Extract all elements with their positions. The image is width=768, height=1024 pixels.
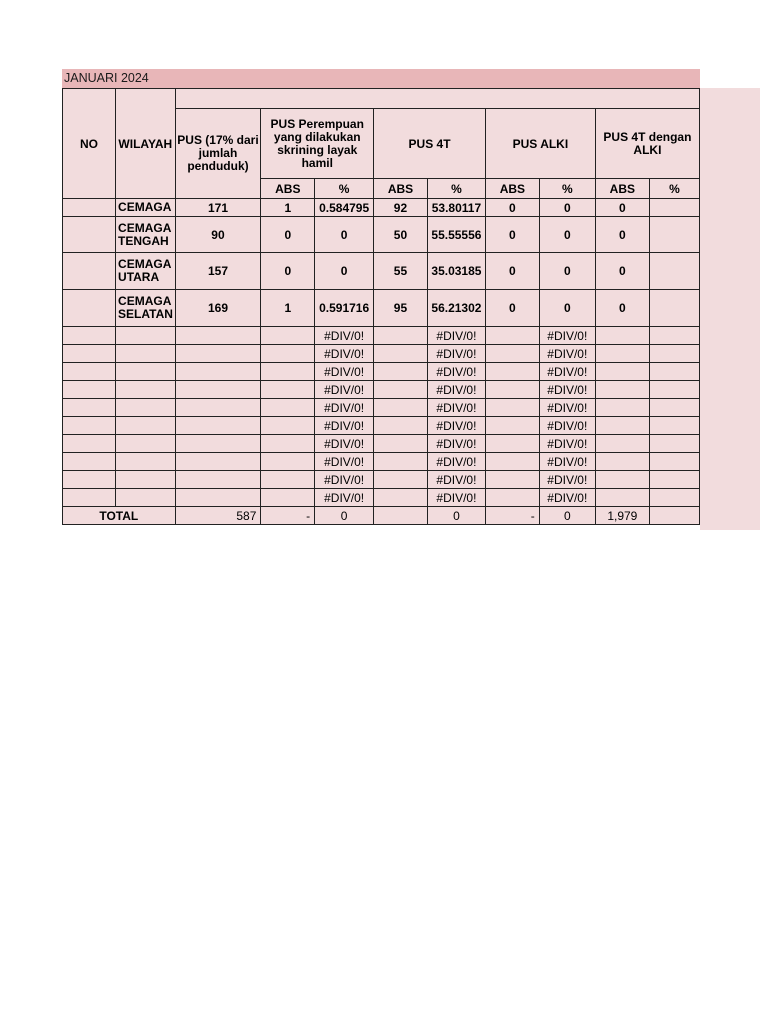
header-pus-4t-alki: PUS 4T dengan ALKI bbox=[595, 109, 699, 179]
subheader-abs: ABS bbox=[374, 179, 428, 199]
cell-no[interactable] bbox=[63, 345, 116, 363]
total-4t-abs[interactable] bbox=[374, 507, 428, 525]
cell-pus[interactable] bbox=[175, 453, 261, 471]
cell-4t-abs[interactable] bbox=[374, 489, 428, 507]
cell-wilayah[interactable] bbox=[116, 489, 176, 507]
cell-4t-alki-pct[interactable] bbox=[649, 199, 699, 217]
cell-pus[interactable] bbox=[175, 345, 261, 363]
cell-4t-alki-abs[interactable] bbox=[595, 399, 649, 417]
cell-no[interactable] bbox=[63, 290, 116, 327]
table-row bbox=[63, 290, 700, 327]
total-4t-alki-pct[interactable] bbox=[649, 507, 699, 525]
cell-pus[interactable] bbox=[175, 489, 261, 507]
cell-skrining-abs[interactable] bbox=[261, 363, 315, 381]
cell-wilayah[interactable] bbox=[116, 453, 176, 471]
cell-4t-pct[interactable]: #DIV/0! bbox=[427, 435, 485, 453]
table-row bbox=[63, 435, 700, 453]
cell-4t-alki-abs[interactable]: 0 bbox=[595, 253, 649, 290]
total-skrining-pct[interactable]: 0 bbox=[315, 507, 374, 525]
cell-pus[interactable] bbox=[175, 327, 261, 345]
cell-wilayah[interactable] bbox=[116, 345, 176, 363]
cell-4t-pct[interactable]: #DIV/0! bbox=[427, 345, 485, 363]
data-table-viewport bbox=[62, 88, 700, 531]
cell-4t-alki-pct[interactable] bbox=[649, 381, 699, 399]
cell-pus[interactable] bbox=[175, 435, 261, 453]
cell-wilayah[interactable]: CEMAGA UTARA bbox=[116, 253, 176, 290]
header-wilayah: WILAYAH bbox=[116, 89, 176, 199]
cell-alki-abs[interactable] bbox=[486, 327, 540, 345]
cell-alki-abs[interactable] bbox=[486, 471, 540, 489]
cell-skrining-abs[interactable]: 1 bbox=[261, 290, 315, 327]
cell-no[interactable] bbox=[63, 381, 116, 399]
cell-wilayah[interactable] bbox=[116, 399, 176, 417]
cell-no[interactable] bbox=[63, 363, 116, 381]
cell-4t-alki-pct[interactable] bbox=[649, 435, 699, 453]
cell-skrining-abs[interactable] bbox=[261, 345, 315, 363]
cell-skrining-abs[interactable] bbox=[261, 489, 315, 507]
cell-alki-pct[interactable]: #DIV/0! bbox=[539, 417, 595, 435]
table-row bbox=[63, 217, 700, 253]
cell-alki-pct[interactable]: 0 bbox=[539, 290, 595, 327]
cell-4t-alki-abs[interactable] bbox=[595, 453, 649, 471]
cell-4t-abs[interactable]: 55 bbox=[374, 253, 428, 290]
cell-skrining-pct[interactable]: #DIV/0! bbox=[315, 417, 374, 435]
cell-4t-abs[interactable]: 50 bbox=[374, 217, 428, 253]
cell-4t-pct[interactable]: #DIV/0! bbox=[427, 453, 485, 471]
cell-skrining-pct[interactable]: 0.591716 bbox=[315, 290, 374, 327]
total-pus[interactable]: 587 bbox=[175, 507, 261, 525]
cell-pus[interactable]: 90 bbox=[175, 217, 261, 253]
sheet-title: JANUARI 2024 bbox=[62, 69, 700, 88]
cell-pus[interactable] bbox=[175, 363, 261, 381]
total-4t-alki-abs[interactable]: 1,979 bbox=[595, 507, 649, 525]
cell-4t-pct[interactable]: #DIV/0! bbox=[427, 363, 485, 381]
cell-alki-pct[interactable]: 0 bbox=[539, 253, 595, 290]
cell-4t-alki-abs[interactable]: 0 bbox=[595, 199, 649, 217]
cell-alki-abs[interactable] bbox=[486, 399, 540, 417]
cell-4t-abs[interactable]: 95 bbox=[374, 290, 428, 327]
cell-pus[interactable] bbox=[175, 471, 261, 489]
cell-wilayah[interactable] bbox=[116, 435, 176, 453]
cell-pus[interactable]: 169 bbox=[175, 290, 261, 327]
cell-skrining-pct[interactable]: #DIV/0! bbox=[315, 345, 374, 363]
subheader-abs: ABS bbox=[486, 179, 540, 199]
cell-no[interactable] bbox=[63, 253, 116, 290]
table-row bbox=[63, 471, 700, 489]
cell-no[interactable] bbox=[63, 399, 116, 417]
cell-wilayah[interactable]: CEMAGA SELATAN bbox=[116, 290, 176, 327]
cell-no[interactable] bbox=[63, 453, 116, 471]
cell-4t-alki-pct[interactable] bbox=[649, 345, 699, 363]
table-row bbox=[63, 381, 700, 399]
cell-4t-alki-abs[interactable] bbox=[595, 489, 649, 507]
subheader-pct: % bbox=[649, 179, 699, 199]
cell-4t-abs[interactable] bbox=[374, 363, 428, 381]
cell-alki-abs[interactable] bbox=[486, 435, 540, 453]
cell-wilayah[interactable] bbox=[116, 381, 176, 399]
header-skrining: PUS Perempuan yang dilakukan skrining layak hamil bbox=[261, 109, 374, 179]
cell-4t-abs[interactable] bbox=[374, 345, 428, 363]
table-row bbox=[63, 399, 700, 417]
cell-alki-abs[interactable] bbox=[486, 417, 540, 435]
cell-4t-abs[interactable] bbox=[374, 327, 428, 345]
cell-skrining-abs[interactable] bbox=[261, 453, 315, 471]
cell-skrining-abs[interactable] bbox=[261, 327, 315, 345]
subheader-pct: % bbox=[539, 179, 595, 199]
header-pus-4t: PUS 4T bbox=[374, 109, 486, 179]
subheader-pct: % bbox=[315, 179, 374, 199]
cell-alki-abs[interactable]: 0 bbox=[486, 290, 540, 327]
cell-no[interactable] bbox=[63, 435, 116, 453]
cell-wilayah[interactable] bbox=[116, 471, 176, 489]
cell-alki-abs[interactable] bbox=[486, 489, 540, 507]
total-skrining-abs[interactable]: - bbox=[261, 507, 315, 525]
cell-4t-abs[interactable] bbox=[374, 453, 428, 471]
cell-no[interactable] bbox=[63, 471, 116, 489]
cell-wilayah[interactable] bbox=[116, 363, 176, 381]
cell-4t-alki-pct[interactable] bbox=[649, 327, 699, 345]
cell-wilayah[interactable] bbox=[116, 327, 176, 345]
subheader-abs: ABS bbox=[595, 179, 649, 199]
cell-alki-abs[interactable] bbox=[486, 345, 540, 363]
total-alki-pct[interactable]: 0 bbox=[539, 507, 595, 525]
cell-skrining-pct[interactable]: #DIV/0! bbox=[315, 327, 374, 345]
table-row bbox=[63, 199, 700, 217]
cell-no[interactable] bbox=[63, 417, 116, 435]
cell-skrining-pct[interactable]: 0 bbox=[315, 217, 374, 253]
cell-alki-pct[interactable]: #DIV/0! bbox=[539, 489, 595, 507]
cell-no[interactable] bbox=[63, 199, 116, 217]
cell-alki-pct[interactable]: #DIV/0! bbox=[539, 471, 595, 489]
cell-4t-abs[interactable] bbox=[374, 417, 428, 435]
cell-skrining-abs[interactable] bbox=[261, 471, 315, 489]
cell-4t-alki-abs[interactable] bbox=[595, 381, 649, 399]
cell-skrining-abs[interactable] bbox=[261, 399, 315, 417]
cell-4t-abs[interactable] bbox=[374, 471, 428, 489]
cell-4t-alki-abs[interactable] bbox=[595, 417, 649, 435]
cell-alki-abs[interactable]: 0 bbox=[486, 199, 540, 217]
cell-skrining-abs[interactable] bbox=[261, 417, 315, 435]
table-row bbox=[63, 363, 700, 381]
cell-skrining-abs[interactable]: 1 bbox=[261, 199, 315, 217]
cell-4t-alki-abs[interactable] bbox=[595, 345, 649, 363]
overflow-background bbox=[700, 88, 760, 530]
cell-skrining-pct[interactable]: #DIV/0! bbox=[315, 453, 374, 471]
cell-alki-abs[interactable] bbox=[486, 363, 540, 381]
cell-skrining-abs[interactable]: 0 bbox=[261, 253, 315, 290]
cell-4t-alki-pct[interactable] bbox=[649, 217, 699, 253]
cell-4t-pct[interactable]: #DIV/0! bbox=[427, 399, 485, 417]
cell-pus[interactable]: 171 bbox=[175, 199, 261, 217]
cell-4t-alki-pct[interactable] bbox=[649, 253, 699, 290]
cell-4t-pct[interactable]: #DIV/0! bbox=[427, 381, 485, 399]
cell-4t-pct[interactable]: 56.21302 bbox=[427, 290, 485, 327]
cell-alki-abs[interactable] bbox=[486, 381, 540, 399]
cell-4t-alki-abs[interactable]: 0 bbox=[595, 217, 649, 253]
cell-alki-pct[interactable]: #DIV/0! bbox=[539, 381, 595, 399]
cell-4t-alki-abs[interactable]: 0 bbox=[595, 290, 649, 327]
total-label[interactable]: TOTAL bbox=[63, 507, 176, 525]
table-row bbox=[63, 453, 700, 471]
header-no: NO bbox=[63, 89, 116, 199]
cell-skrining-pct[interactable]: #DIV/0! bbox=[315, 471, 374, 489]
subheader-pct: % bbox=[427, 179, 485, 199]
cell-4t-abs[interactable] bbox=[374, 381, 428, 399]
cell-pus[interactable] bbox=[175, 381, 261, 399]
cell-alki-pct[interactable]: #DIV/0! bbox=[539, 363, 595, 381]
cell-pus[interactable] bbox=[175, 417, 261, 435]
table-row bbox=[63, 327, 700, 345]
cell-4t-alki-pct[interactable] bbox=[649, 489, 699, 507]
cell-skrining-pct[interactable]: 0 bbox=[315, 253, 374, 290]
cell-4t-alki-pct[interactable] bbox=[649, 471, 699, 489]
total-row bbox=[63, 507, 700, 525]
cell-4t-pct[interactable]: #DIV/0! bbox=[427, 471, 485, 489]
cell-4t-alki-pct[interactable] bbox=[649, 453, 699, 471]
cell-skrining-pct[interactable]: 0.584795 bbox=[315, 199, 374, 217]
cell-no[interactable] bbox=[63, 327, 116, 345]
header-spacer bbox=[175, 89, 699, 109]
cell-wilayah[interactable] bbox=[116, 417, 176, 435]
cell-4t-pct[interactable]: #DIV/0! bbox=[427, 489, 485, 507]
cell-alki-abs[interactable] bbox=[486, 453, 540, 471]
cell-alki-pct[interactable]: #DIV/0! bbox=[539, 399, 595, 417]
cell-4t-pct[interactable]: 55.55556 bbox=[427, 217, 485, 253]
cell-skrining-pct[interactable]: #DIV/0! bbox=[315, 399, 374, 417]
cell-4t-abs[interactable]: 92 bbox=[374, 199, 428, 217]
cell-alki-pct[interactable]: #DIV/0! bbox=[539, 345, 595, 363]
table-row bbox=[63, 489, 700, 507]
cell-skrining-pct[interactable]: #DIV/0! bbox=[315, 489, 374, 507]
cell-alki-abs[interactable]: 0 bbox=[486, 253, 540, 290]
cell-4t-pct[interactable]: #DIV/0! bbox=[427, 417, 485, 435]
cell-skrining-abs[interactable] bbox=[261, 381, 315, 399]
cell-4t-pct[interactable]: 35.03185 bbox=[427, 253, 485, 290]
cell-alki-abs[interactable]: 0 bbox=[486, 217, 540, 253]
cell-4t-alki-abs[interactable] bbox=[595, 363, 649, 381]
data-table bbox=[62, 88, 700, 525]
cell-skrining-pct[interactable]: #DIV/0! bbox=[315, 435, 374, 453]
cell-no[interactable] bbox=[63, 217, 116, 253]
cell-skrining-pct[interactable]: #DIV/0! bbox=[315, 363, 374, 381]
total-4t-pct[interactable]: 0 bbox=[427, 507, 485, 525]
cell-4t-pct[interactable]: 53.80117 bbox=[427, 199, 485, 217]
cell-wilayah[interactable]: CEMAGA bbox=[116, 199, 176, 217]
total-alki-abs[interactable]: - bbox=[486, 507, 540, 525]
cell-4t-abs[interactable] bbox=[374, 399, 428, 417]
cell-alki-pct[interactable]: 0 bbox=[539, 199, 595, 217]
cell-4t-alki-abs[interactable] bbox=[595, 327, 649, 345]
subheader-abs: ABS bbox=[261, 179, 315, 199]
cell-skrining-abs[interactable] bbox=[261, 435, 315, 453]
cell-4t-alki-abs[interactable] bbox=[595, 435, 649, 453]
cell-4t-pct[interactable]: #DIV/0! bbox=[427, 327, 485, 345]
cell-alki-pct[interactable]: #DIV/0! bbox=[539, 435, 595, 453]
table-row bbox=[63, 345, 700, 363]
cell-wilayah[interactable]: CEMAGA TENGAH bbox=[116, 217, 176, 253]
cell-4t-alki-pct[interactable] bbox=[649, 417, 699, 435]
header-pus: PUS (17% dari jumlah penduduk) bbox=[175, 109, 261, 199]
cell-4t-alki-pct[interactable] bbox=[649, 290, 699, 327]
cell-alki-pct[interactable]: #DIV/0! bbox=[539, 453, 595, 471]
cell-pus[interactable]: 157 bbox=[175, 253, 261, 290]
cell-4t-alki-pct[interactable] bbox=[649, 363, 699, 381]
cell-skrining-pct[interactable]: #DIV/0! bbox=[315, 381, 374, 399]
cell-no[interactable] bbox=[63, 489, 116, 507]
header-pus-alki: PUS ALKI bbox=[486, 109, 596, 179]
cell-4t-alki-abs[interactable] bbox=[595, 471, 649, 489]
table-row bbox=[63, 417, 700, 435]
cell-skrining-abs[interactable]: 0 bbox=[261, 217, 315, 253]
cell-4t-alki-pct[interactable] bbox=[649, 399, 699, 417]
cell-alki-pct[interactable]: #DIV/0! bbox=[539, 327, 595, 345]
cell-pus[interactable] bbox=[175, 399, 261, 417]
table-row bbox=[63, 253, 700, 290]
cell-alki-pct[interactable]: 0 bbox=[539, 217, 595, 253]
cell-4t-abs[interactable] bbox=[374, 435, 428, 453]
